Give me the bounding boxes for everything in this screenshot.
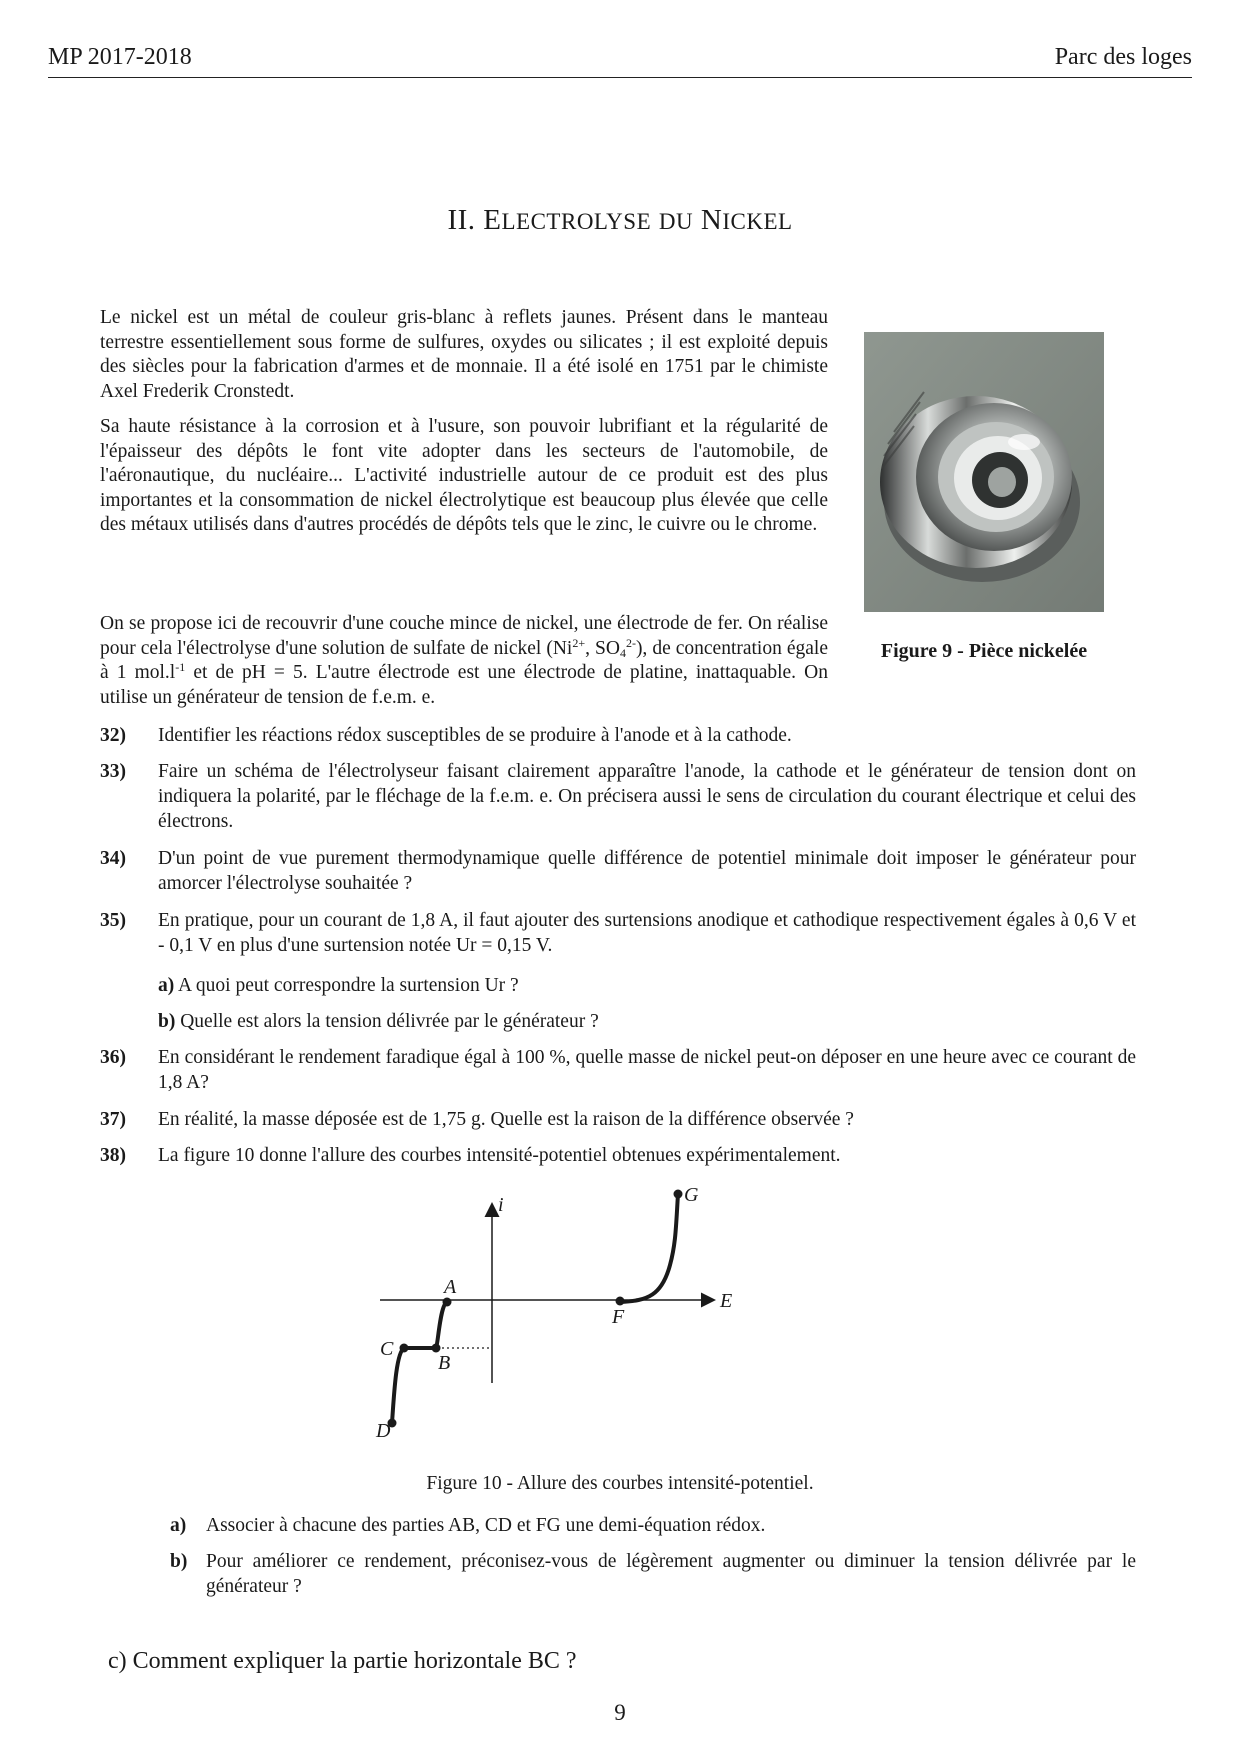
question-text: Identifier les réactions rédox susceptibles de se produire à l'anode et à la cathode. [158, 725, 792, 746]
question-34 [100, 846, 1136, 896]
question-text: Faire un schéma de l'électrolyseur faisant clairement apparaître l'anode, la cathode et le générateur de tension dont on indiquera la polarité, par le fléchage de la f.e.m. e. On précisera aussi le sens de circulation du courant électrique et celui des électrons. [158, 761, 1136, 832]
page-number: 9 [614, 1700, 626, 1725]
question-text: D'un point de vue purement thermodynamique quelle différence de potentiel minimale doit imposer le générateur pour amorcer l'électrolyse souhaitée ? [158, 848, 1136, 894]
sub-text: Associer à chacune des parties AB, CD et FG une demi-équation rédox. [206, 1515, 766, 1536]
intro-paragraph-2: Sa haute résistance à la corrosion et à l'usure, son pouvoir lubrifiant et la régularité de l'épaisseur des dépôts le font vite adopter dans les secteurs de l'automobile, de l'aéronautique, du nucléaire... L'activité industrielle autour de ce produit est des plus importantes et la consommation de nickel électrolytique est beaucoup plus élevée que celle des métaux utilisés dans d'autres procédés de dépôts tels que le zinc, le cuivre ou le chrome. [100, 416, 828, 535]
section-title-word: DU [658, 209, 694, 234]
intro-paragraph-1: Le nickel est un métal de couleur gris-blanc à reflets jaunes. Présent dans le manteau terrestre essentiellement sous forme de sulfures, oxydes ou silicates ; il est exploité depuis des siècles pour la fabrication d'armes et de monnaie. Il a été isolé en 1751 par le chimiste Axel Frederik Cronstedt. [100, 307, 828, 402]
question-text: En considérant le rendement faradique égal à 100 %, quelle masse de nickel peut-on déposer en une heure avec ce courant de 1,8 A? [158, 1047, 1136, 1093]
p3-part-b: , SO [585, 637, 620, 659]
label-c: C [380, 1338, 394, 1360]
section-title [0, 204, 1240, 237]
section-title-word: ELECTROLYSE [483, 204, 652, 236]
question-32 [100, 723, 1136, 748]
question-text: En réalité, la masse déposée est de 1,75 g. Quelle est la raison de la différence observée ? [158, 1109, 854, 1130]
question-text: La figure 10 donne l'allure des courbes intensité-potentiel obtenues expérimentalement. [158, 1145, 841, 1166]
nickel-part-photo [864, 332, 1104, 612]
curve-ab [436, 1302, 447, 1348]
question-number: 35) [100, 910, 126, 931]
question-37 [100, 1107, 1136, 1132]
question-33 [100, 759, 1136, 834]
p3-part-a: On se propose ici de recouvrir d'une couche mince de nickel, une électrode de fer. On réalise pour cela l'électrolyse d'une solution de sulfate de nickel (Ni [100, 613, 828, 659]
sub-text: Pour améliorer ce rendement, préconisez-vous de légèrement augmenter ou diminuer la tension délivrée par le générateur ? [206, 1551, 1136, 1597]
so4-charge: 2- [625, 635, 636, 650]
sub-text: Quelle est alors la tension délivrée par le générateur ? [175, 1011, 599, 1032]
p3-part-d: et de pH = 5. L'autre électrode est une électrode de platine, inattaquable. On utilise un générateur de tension de f.e.m. e. [100, 662, 828, 708]
intro-paragraph-3 [100, 612, 828, 710]
sub-label: a) [170, 1515, 187, 1536]
question-36 [100, 1045, 1136, 1095]
intensity-potential-diagram [376, 1184, 760, 1455]
label-f: F [612, 1306, 625, 1328]
header-left: MP 2017-2018 [48, 44, 192, 70]
figure9-caption: Figure 9 - Pièce nickelée [880, 640, 1088, 662]
sub-label: b) [158, 1011, 176, 1032]
curve-cd [392, 1348, 404, 1423]
point-c [400, 1344, 409, 1353]
sub-label: b) [170, 1551, 188, 1572]
question-text: En pratique, pour un courant de 1,8 A, il faut ajouter des surtensions anodique et cathodique respectivement égales à 0,6 V et - 0,1 V en plus d'une surtension notée Ur = 0,15 V. [158, 910, 1136, 956]
curve-fg [620, 1194, 678, 1302]
section-title-word: NICKEL [700, 204, 793, 236]
question-number: 33) [100, 761, 126, 782]
header-rule [48, 77, 1192, 78]
question-number: 37) [100, 1109, 126, 1130]
question-35b [158, 1009, 1138, 1034]
sub-text: A quoi peut correspondre la surtension Ur ? [174, 975, 519, 996]
question-38 [100, 1143, 1136, 1168]
question-38b [170, 1549, 1136, 1599]
question-number: 32) [100, 725, 126, 746]
point-a [443, 1298, 452, 1307]
so4-subscript: 4 [619, 645, 626, 660]
point-g [674, 1190, 683, 1199]
point-f [616, 1297, 625, 1306]
label-g: G [684, 1184, 699, 1206]
header-right: Parc des loges [1054, 44, 1192, 70]
y-axis-label: i [498, 1194, 504, 1216]
ni-charge: 2+ [572, 635, 586, 650]
sub-label: a) [158, 975, 175, 996]
question-38a [170, 1513, 1136, 1538]
section-title-text [483, 204, 792, 236]
figure10-caption: Figure 10 - Allure des courbes intensité-potentiel. [426, 1473, 814, 1494]
unit-exponent: -1 [175, 660, 186, 674]
section-number: II. [447, 204, 476, 236]
p3-part-c: ), de concentration égale à 1 mol.l [100, 637, 829, 683]
label-a: A [444, 1276, 457, 1298]
x-axis-label: E [720, 1290, 733, 1312]
question-number: 34) [100, 848, 126, 869]
question-35a [158, 973, 1138, 998]
question-38c: c) Comment expliquer la partie horizontale BC ? [108, 1648, 577, 1674]
label-b: B [438, 1352, 451, 1374]
question-35 [100, 908, 1136, 958]
label-d: D [376, 1420, 391, 1442]
question-number: 38) [100, 1145, 126, 1166]
question-number: 36) [100, 1047, 126, 1068]
